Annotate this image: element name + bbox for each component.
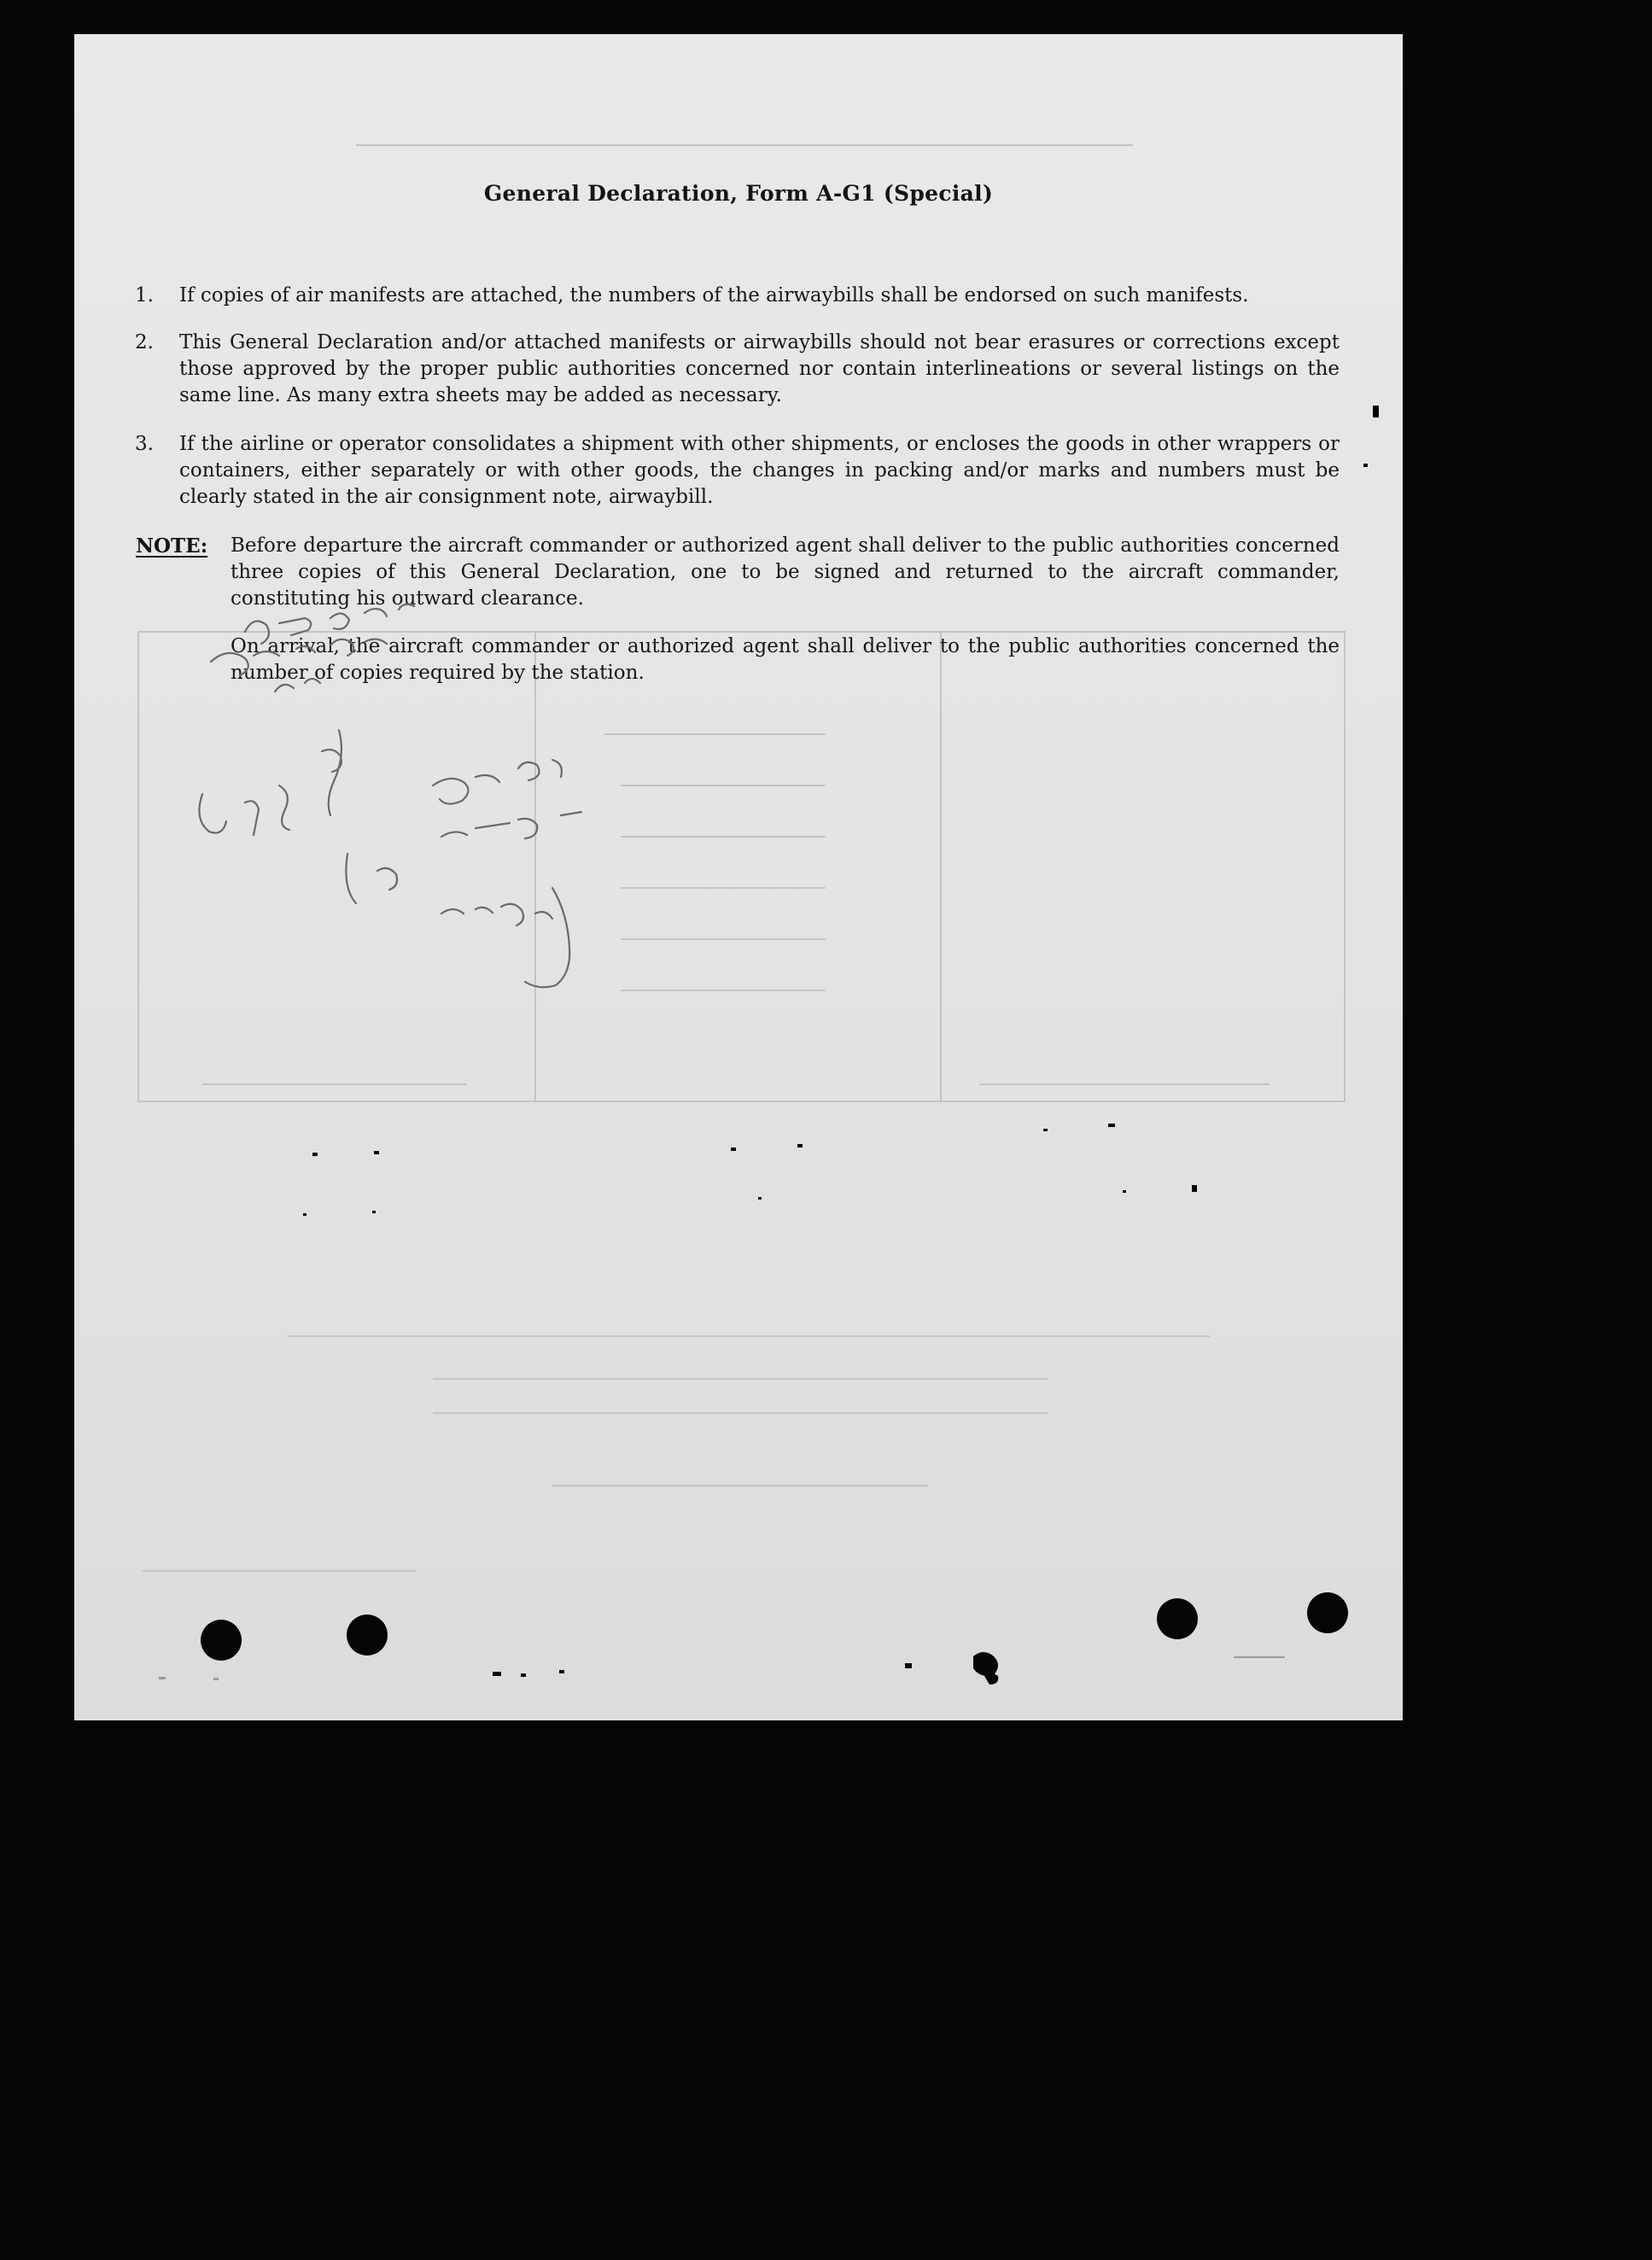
item-number: 2.	[135, 331, 154, 353]
paper-sheet	[74, 34, 1403, 1720]
item-text: This General Declaration and/or attached manifests or airwaybills should not bear erasures or corrections except those approved by the proper public authorities concerned nor contain interlineations or several listings on the same line. As many extra sheets may be added as necessary.	[179, 331, 1340, 406]
item-text: If the airline or operator consolidates a shipment with other shipments, or encloses the goods in other wrappers or containers, either separately or with other goods, the changes in packing and/or marks and numbers must be clearly stated in the air consignment note, airwaybill.	[179, 433, 1340, 508]
item-text: If copies of air manifests are attached, the numbers of the airwaybills shall be endorsed on such manifests.	[179, 284, 1249, 307]
note-paragraph-1: Before departure the aircraft commander or authorized agent shall deliver to the public authorities concerned three copies of this General Declaration, one to be signed and returned to the aircraft commander, constituting his outward clearance.	[231, 534, 1340, 610]
item-number: 1.	[135, 284, 154, 307]
note-paragraph-2: On arrival, the aircraft commander or authorized agent shall deliver to the public authorities concerned the number of copies required by the station.	[231, 635, 1340, 684]
item-number: 3.	[135, 433, 154, 455]
page-title: General Declaration, Form A-G1 (Special)	[483, 181, 994, 206]
note-label: NOTE:	[136, 534, 208, 558]
